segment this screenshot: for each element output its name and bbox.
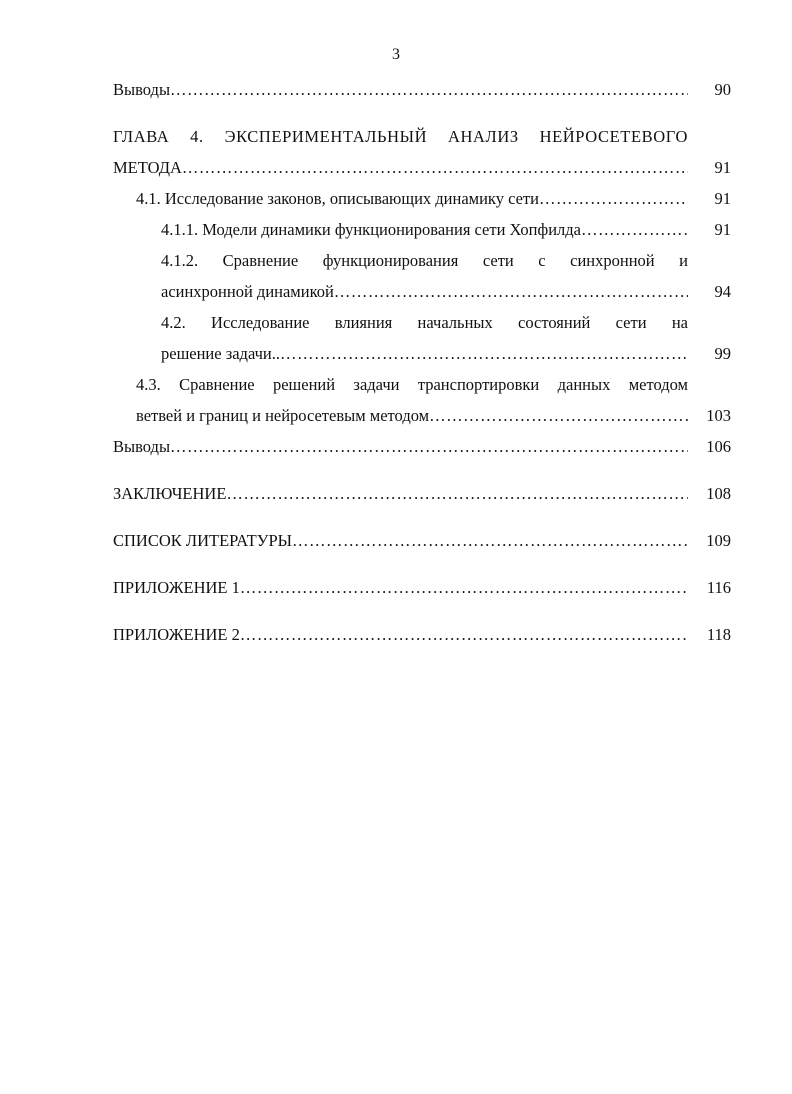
leader-dots [539,183,688,214]
toc-entry-appendix-1[interactable] [113,572,731,603]
toc-entry-page: 91 [714,158,731,177]
toc-entry-title-continued: решение задачи.. [161,344,280,363]
toc-entry-title-continued: МЕТОДА [113,158,182,177]
toc-entry-section-4-1-1[interactable] [113,214,731,245]
toc-entry-title-continued: ветвей и границ и нейросетевым методом [136,406,430,425]
toc-entry-title: 4.2. Исследование влияния начальных состояний сети на [161,313,688,332]
toc-entry-page: 108 [706,484,731,503]
toc-entry-chapter4-line1[interactable] [113,121,731,152]
toc-entry-section-4-1-2-line2[interactable] [113,276,731,307]
toc-entry-section-4-2-line2[interactable] [113,338,731,369]
toc-entry-conclusions-chapter3[interactable] [113,74,731,105]
toc-entry-section-4-3-line1[interactable] [113,369,731,400]
toc-entry-references[interactable] [113,525,731,556]
toc-entry-page: 94 [714,282,731,301]
toc-entry-page: 109 [706,531,731,550]
table-of-contents [113,74,731,650]
toc-entry-title: 4.3. Сравнение решений задачи транспортировки данных методом [136,375,688,394]
page-number: 3 [392,46,400,63]
leader-dots [170,431,688,462]
toc-entry-title-continued: асинхронной динамикой [161,282,334,301]
toc-entry-page: 106 [706,437,731,456]
leader-dots [292,525,688,556]
toc-entry-section-4-2-line1[interactable] [113,307,731,338]
toc-entry-section-4-3-line2[interactable] [113,400,731,431]
leader-dots [182,152,688,183]
toc-entry-title: СПИСОК ЛИТЕРАТУРЫ [113,531,293,550]
toc-entry-page: 103 [706,406,731,425]
toc-entry-section-4-1[interactable] [113,183,731,214]
leader-dots [226,478,688,509]
toc-entry-page: 118 [706,625,731,644]
toc-entry-page: 91 [714,220,731,239]
leader-dots [240,619,688,650]
toc-entry-page: 91 [714,189,731,208]
toc-entry-title: 4.1.1. Модели динамики функционирования сети Хопфилда [161,220,581,239]
toc-entry-title: ПРИЛОЖЕНИЕ 1 [113,578,240,597]
toc-entry-title: ГЛАВА 4. ЭКСПЕРИМЕНТАЛЬНЫЙ АНАЛИЗ НЕЙРОСЕТЕВОГО [113,127,688,146]
toc-entry-title: 4.1. Исследование законов, описывающих динамику сети [136,189,539,208]
toc-entry-appendix-2[interactable] [113,619,731,650]
toc-entry-title: 4.1.2. Сравнение функционирования сети с синхронной и [161,251,688,270]
leader-dots [170,74,688,105]
toc-entry-chapter4-line2[interactable] [113,152,731,183]
toc-entry-title: ЗАКЛЮЧЕНИЕ [113,484,227,503]
leader-dots [240,572,688,603]
toc-entry-conclusions-chapter4[interactable] [113,431,731,462]
toc-entry-title: Выводы [113,80,171,99]
toc-entry-page: 116 [706,578,731,597]
toc-entry-conclusion[interactable] [113,478,731,509]
toc-entry-section-4-1-2-line1[interactable] [113,245,731,276]
leader-dots [280,338,688,369]
leader-dots [334,276,688,307]
toc-entry-page: 99 [714,344,731,363]
toc-entry-page: 90 [714,80,731,99]
leader-dots [429,400,688,431]
toc-entry-title: ПРИЛОЖЕНИЕ 2 [113,625,240,644]
toc-entry-title: Выводы [113,437,171,456]
